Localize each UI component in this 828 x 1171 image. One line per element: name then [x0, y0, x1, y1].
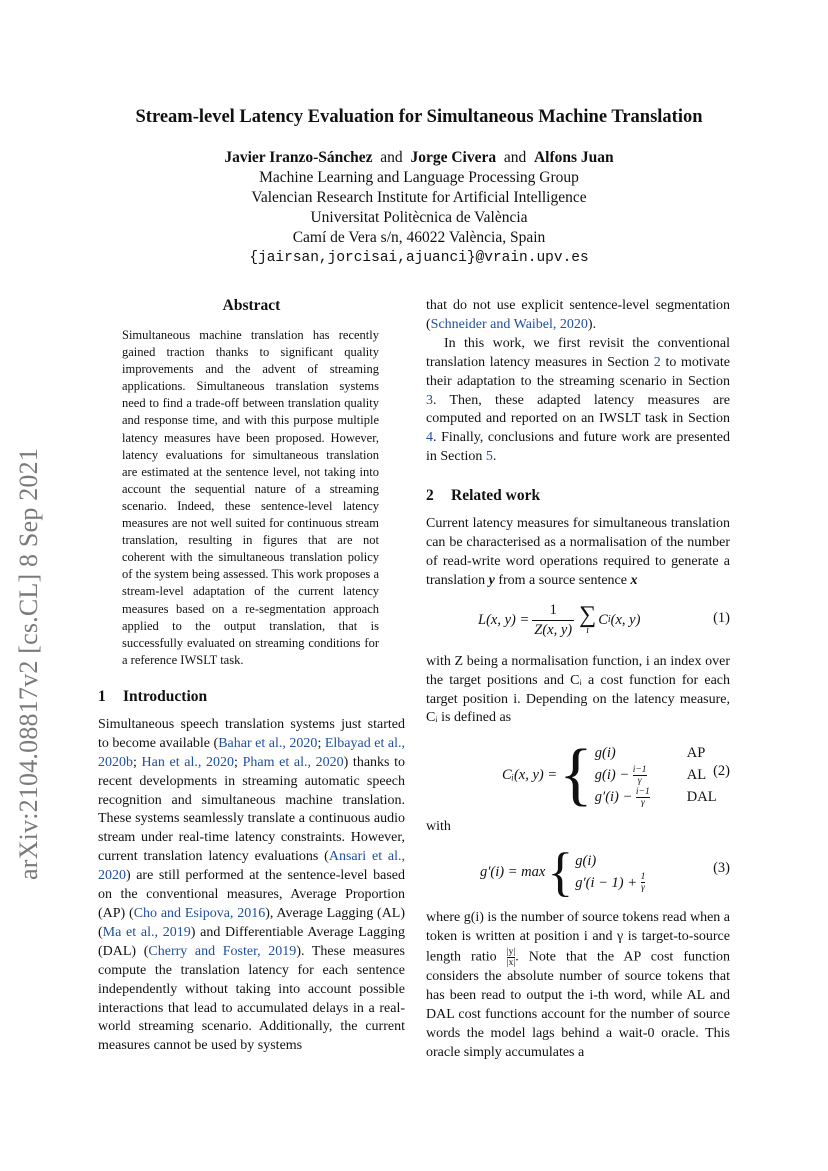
case-expression: g′(i − 1) + — [575, 875, 638, 892]
text-run: . Finally, conclusions and future work are presented in Section — [426, 430, 730, 465]
affiliation-4: Camí de Vera s/n, 46022 València, Spain — [292, 229, 546, 246]
abstract-text: Simultaneous machine translation has recently gained traction thanks to significant quality improvements and the advent of streaming applications. Simultaneous translation systems need to find a trade-off between translation quality and response time, and with this purpose multiple latency measures have been proposed. However, latency evaluations for simultaneous translation are estimated at the sentence level, not taking into account the sequential nature of a streaming scenario. Indeed, these sentence-level latency measures are not well suited for continuous stream translation, resulting in figures that are not coherent with the simultaneous translation policy of the system being assessed. This work proposes a stream-level adaptation of the current latency measures based on a re-segmentation approach applied to the output translation, that is successfully evaluated on streaming conditions for a reference IWSLT task. — [122, 328, 379, 667]
case-expression: g(i) — [594, 745, 616, 762]
equation-lhs: g′(i) = max — [480, 863, 546, 880]
text-run: ) and Differentiable Average Lagging (DAL) ( — [98, 924, 405, 959]
math-symbol: x — [630, 572, 638, 588]
paragraph — [426, 515, 730, 591]
paragraph: with Z being a normalisation function, i an index over the target positions and Cᵢ a cost function for each target position i. Depending on the latency measure, Cᵢ is defined as — [426, 653, 730, 726]
case-row — [595, 786, 717, 808]
citation-link[interactable]: Pham et al., 2020 — [242, 754, 344, 770]
text-run: ) are still performed at the sentence-level based on the conventional measures, Average Proportion (AP) ( — [98, 868, 405, 921]
citation-link[interactable]: Cherry and Foster, 2019 — [148, 943, 297, 959]
affiliation-1: Machine Learning and Language Processing Group — [259, 169, 579, 186]
fraction — [633, 765, 647, 786]
denominator: |x| — [506, 958, 516, 969]
section-link[interactable]: 4 — [426, 430, 433, 446]
text-run: . — [492, 449, 497, 465]
summation — [579, 604, 596, 636]
introduction-heading — [98, 688, 405, 707]
author-and-2: and — [503, 149, 527, 166]
text-run: . Note that the AP cost function considers the absolute number of source tokens that has been read to output the i-th word, while AL and DAL cost functions account for the number of source words the model lags behind a wait-0 oracle. This oracle simply accumulates a — [426, 949, 730, 1060]
section-link[interactable]: 2 — [653, 354, 661, 370]
text-run: . Then, these adapted latency measures are computed and reported on an IWSLT task in Section — [426, 392, 730, 427]
equation-rhs: C — [598, 611, 608, 628]
paragraph — [426, 909, 730, 1062]
equation-3 — [426, 841, 730, 909]
citation-link[interactable]: Schneider and Waibel, 2020 — [430, 316, 588, 332]
numerator: i−1 — [635, 787, 650, 798]
equation-2 — [426, 734, 730, 818]
cases — [575, 850, 645, 894]
case-row — [575, 872, 645, 894]
subscript: i — [607, 613, 611, 625]
case-expression: g′(i) − — [594, 789, 633, 806]
introduction-paragraph — [98, 716, 405, 1056]
equation-number: (1) — [713, 609, 730, 626]
citation-link[interactable]: Elbayad et al., 2020b — [98, 735, 405, 770]
author-1: Javier Iranzo-Sánchez — [224, 149, 373, 166]
related-work-heading — [426, 487, 730, 506]
denominator: γ — [640, 798, 645, 809]
denominator: γ — [641, 883, 645, 894]
equation-lhs: Cᵢ(x, y) = — [502, 766, 558, 783]
case-row — [575, 850, 645, 872]
citation-link[interactable]: Ansari et al., 2020 — [98, 849, 405, 884]
paragraph: with — [426, 819, 451, 835]
section-number: 1 — [98, 688, 106, 705]
paragraph — [426, 335, 730, 467]
author-names — [60, 148, 778, 168]
equation-body — [480, 842, 646, 903]
numerator: 1 — [532, 601, 574, 621]
author-email: {jairsan,jorcisai,ajuanci}@vrain.upv.es — [249, 250, 589, 266]
numerator: |y| — [506, 947, 516, 958]
text-run: to motivate their adaptation to the streaming scenario in Section — [426, 354, 730, 389]
math-symbol: y — [488, 572, 495, 588]
abstract-heading: Abstract — [222, 297, 281, 314]
affiliation-3: Universitat Politècnica de València — [310, 209, 528, 226]
case-label: AP — [686, 745, 706, 762]
sum-symbol: ∑ — [579, 602, 597, 629]
citation-link[interactable]: Ma et al., 2019 — [102, 924, 191, 940]
text-run: ). — [587, 316, 597, 332]
author-3: Alfons Juan — [533, 149, 614, 166]
fraction — [507, 947, 516, 968]
section-link[interactable]: 5 — [485, 449, 493, 465]
right-column — [426, 297, 730, 1063]
text-run: ; — [317, 735, 325, 751]
equation-body — [478, 601, 640, 640]
author-2: Jorge Civera — [410, 149, 497, 166]
equation-body — [502, 736, 717, 814]
text-run: Simultaneous speech translation systems just started to become available ( — [98, 716, 405, 751]
section-title: Related work — [451, 487, 541, 505]
equation-1 — [426, 595, 730, 651]
numerator: 1 — [640, 872, 646, 883]
arxiv-identifier: arXiv:2104.08817v2 [cs.CL] 8 Sep 2021 — [14, 447, 43, 880]
sum-index: i — [586, 625, 590, 637]
text-run: ), Average Lagging (AL) ( — [98, 905, 406, 940]
text-run: ; — [133, 754, 142, 770]
case-row — [595, 742, 717, 764]
section-title: Introduction — [123, 688, 208, 705]
paper-title: Stream-level Latency Evaluation for Simultaneous Machine Translation — [135, 107, 703, 127]
equation-number: (3) — [713, 860, 730, 877]
fraction — [636, 787, 650, 808]
denominator: γ — [637, 776, 642, 787]
text-run: that do not use explicit sentence-level segmentation ( — [426, 298, 730, 332]
equation-lhs: L(x, y) = — [478, 611, 530, 628]
case-label: AL — [686, 767, 707, 784]
text-run: Current latency measures for simultaneous translation can be characterised as a normalisation of the number of read-write word operations required to generate a translation — [426, 516, 730, 588]
case-row — [595, 764, 717, 786]
fraction — [641, 872, 646, 894]
text-run: from a source sentence — [494, 572, 631, 588]
cases — [595, 742, 717, 808]
introduction-section — [98, 688, 405, 1056]
affiliation-2: Valencian Research Institute for Artificial Intelligence — [251, 189, 587, 206]
text-run: ) thanks to recent developments in streaming automatic speech recognition and simultaneous machine translation. These systems seamlessly translate a continuous audio stream under real-time latency constraints. However, current translation latency evaluations ( — [98, 754, 406, 865]
citation-link[interactable]: Bahar et al., 2020 — [218, 735, 318, 751]
text-run: ). These measures compute the translation latency for each sentence independently without taking into account possible interactions that lead to accumulated delays in a real-world streaming scenario. Additionally, the current measures cannot be used by systems — [98, 943, 405, 1054]
section-link[interactable]: 3 — [426, 392, 433, 408]
numerator: i−1 — [632, 765, 647, 776]
section-number: 2 — [426, 487, 434, 505]
left-brace: { — [547, 842, 574, 903]
author-and-1: and — [380, 149, 403, 166]
fraction — [532, 601, 574, 640]
text-run: where g(i) is the number of source tokens read when a token is written at position i and γ is target-to-source length ratio — [426, 910, 731, 965]
left-brace: { — [559, 736, 593, 814]
author-block — [60, 148, 778, 268]
case-expression: g(i) — [575, 853, 597, 870]
citation-link[interactable]: Cho and Esipova, 2016 — [133, 905, 266, 921]
text-run: In this work, we first revisit the conventional translation latency measures in Section — [426, 335, 730, 370]
citation-link[interactable]: Han et al., 2020 — [141, 754, 235, 770]
equation-args: (x, y) — [610, 611, 641, 628]
denominator: Z(x, y) — [534, 621, 573, 638]
equation-number: (2) — [713, 763, 730, 780]
case-expression: g(i) − — [594, 767, 630, 784]
text-run: ; — [234, 754, 243, 770]
case-label: DAL — [686, 789, 717, 806]
paragraph — [426, 297, 730, 335]
